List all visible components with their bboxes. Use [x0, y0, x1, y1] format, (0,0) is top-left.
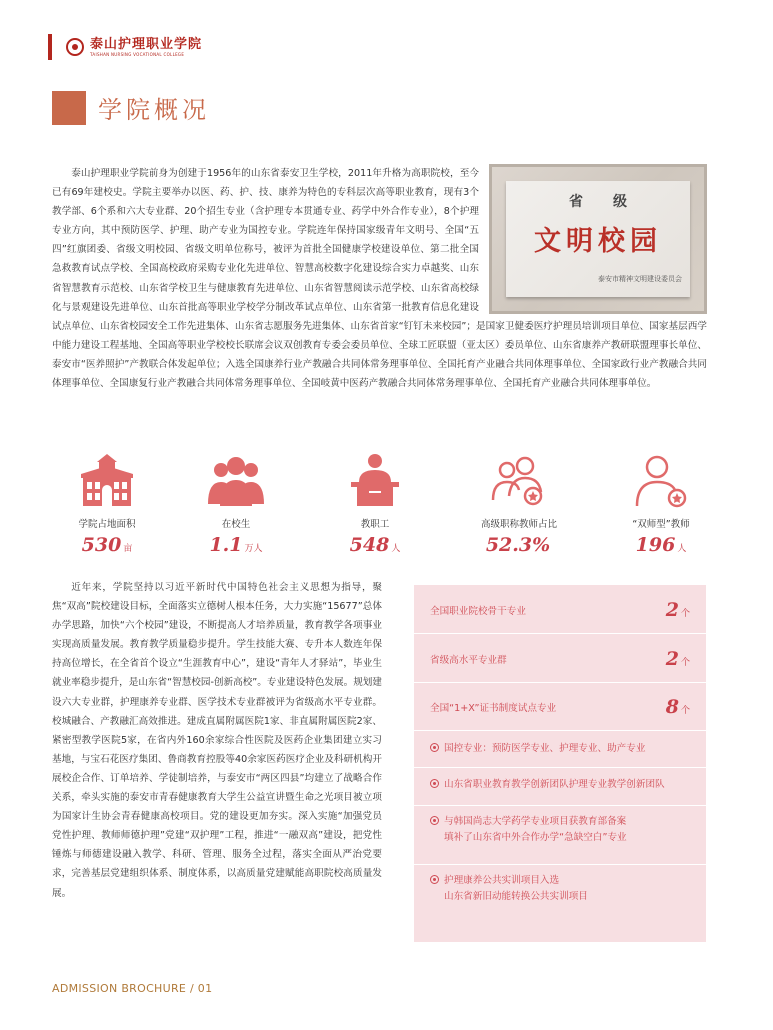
stat-number: 530 [81, 534, 122, 556]
stat-campus-area [52, 452, 162, 556]
stat-staff [320, 452, 430, 556]
stat-label: 教职工 [360, 519, 390, 530]
students-group-icon [206, 452, 266, 508]
panel-row-1x-pilot [430, 696, 690, 718]
intro-section [52, 164, 707, 393]
bullet-icon [430, 875, 439, 884]
panel-row-provincial-groups [430, 648, 690, 670]
stat-students [181, 452, 291, 556]
stat-value [606, 534, 716, 556]
stats-row [52, 452, 712, 556]
highlights-panel [414, 585, 706, 942]
bullet-text: 国控专业：预防医学专业、护理专业、助产专业 [444, 743, 646, 754]
stat-number: 52.3% [485, 534, 551, 556]
section-title-text: 学院概况 [98, 96, 210, 124]
plaque-line-3: 泰安市精神文明建设委员会 [598, 275, 682, 283]
page-footer: ADMISSION BROCHURE / 01 [52, 982, 213, 995]
panel-row-number: 2 [665, 648, 679, 670]
section-title [52, 90, 210, 125]
panel-row-label: 全国“1+X”证书制度试点专业 [430, 703, 557, 714]
panel-bullet-item [430, 741, 696, 757]
bullet-text-line2: 填补了山东省中外合作办学“急缺空白”专业 [444, 832, 627, 843]
school-logo [90, 38, 202, 57]
panel-row-value [666, 696, 690, 718]
page-header [48, 34, 202, 60]
lecturer-podium-icon [345, 452, 405, 508]
stat-number: 196 [635, 534, 676, 556]
school-logo-name: 泰山护理职业学院 [90, 36, 203, 52]
panel-divider [414, 805, 706, 806]
campus-building-icon [77, 452, 137, 508]
school-seal-icon [66, 38, 84, 56]
panel-bullet-item [430, 873, 696, 905]
school-logo-english: TAISHAN NURSING VOCATIONAL COLLEGE [90, 51, 185, 57]
stat-value [320, 534, 430, 556]
dual-teacher-icon [631, 452, 691, 508]
stat-label: 高级职称教师占比 [480, 519, 557, 530]
panel-divider [414, 682, 706, 683]
panel-divider [414, 864, 706, 865]
panel-row-unit: 个 [680, 609, 690, 619]
stat-label: 在校生 [221, 519, 251, 530]
panel-row-backbone-majors [430, 599, 690, 621]
stat-value [52, 534, 162, 556]
stat-unit: 人 [677, 544, 687, 554]
stat-dual-teachers [606, 452, 716, 556]
stat-number: 1.1 [209, 534, 243, 556]
panel-row-value [666, 648, 690, 670]
panel-row-label: 全国职业院校骨干专业 [430, 606, 526, 617]
plaque [506, 181, 690, 297]
header-accent-bar [48, 34, 52, 60]
stat-unit: 亩 [123, 544, 133, 554]
stat-unit: 人 [391, 544, 401, 554]
bullet-icon [430, 779, 439, 788]
panel-bullet-item [430, 777, 696, 793]
stat-value [181, 534, 291, 556]
development-paragraph: 近年来，学院坚持以习近平新时代中国特色社会主义思想为指导，聚焦“双高”院校建设目标，全面落实立德树人根本任务，大力实施“15677”总体办学思路，加快“六个校园”建设，不断提高人才培养质量，教育教学各项事业实现高质量发展。教育教学质量稳步提升。学生技能大赛、专升本人数连年保持高位增长，在全省首个设立“生涯教育中心”，建设“青年人才驿站”，毕业生就业率稳步提升，是山东省“智慧校园-创新高校”。专业建设特色发展。规划建设六大专业群，护理康养专业群、医学技术专业群被评为省级高水平专业群。校城融合、产教融汇高效推进。建成直属附属医院1家、非直属附属医院2家、紧密型教学医院5家，在省内外160余家综合性医院及医药企业集团建立实习基地，与宝石花医疗集团、鲁商教育控股等40余家医药医疗企业及科研机构开展校企合作、订单培养、学徒制培养，与泰安市“两区四县”均建立了战略合作关系，牵头实施的泰安市青春健康教育大学生公益宣讲暨生命之光项目被立项为国家计生协会青春健康高校项目。党的建设更加夯实。深入实施“加强党员党性护理、教师师德护理”党建“双护理”工程，推进“一融双高”建设，把党性锤炼与师德建设融入教学、科研、管理、服务全过程，落实全面从严治党要求，完善基层党建组织体系、制度体系，以高质量党建赋能高职院校高质量发展。 [52, 582, 382, 899]
panel-row-number: 8 [665, 696, 679, 718]
plaque-line-1: 省级 [569, 194, 657, 210]
panel-row-value [666, 599, 690, 621]
intro-paragraph: 泰山护理职业学院前身为创建于1956年的山东省泰安卫生学校，2011年升格为高职院校，至今已有69年建校史。学院主要举办以医、药、护、技、康养为特色的专科层次高等职业教育，现有3个教学部、6个系和六大专业群、20个招生专业（含护理专本贯通专业、药学中外合作专业），8个护理专业方向，其中预防医学、护理、助产专业为国控专业。学院连年保持国家级青年文明号、全国“五四”红旗团委、省级文明校园、省级文明单位称号，被评为首批全国健康学校建设单位、第二批全国急救教育试点学校、全国高校政府采购专业化先进单位、智慧高校数字化建设综合实力卓越奖、山东省智慧教育示范校、山东省学校卫生与健康教育先进单位、山东省智慧阅读示范学校、山东省高校绿化与景观建设先进单位、山东首批高等职业学校学分制改革试点单位、山东省第一批教育信息化建设试点单位、山东省校园安全工作先进集体、山东省志愿服务先进集体、山东省首家“钉钉未来校园”；是国家卫健委医疗护理员培训项目单位、国家基层西学中能力建设工程基地、全国高等职业学校校长联席会议双创教育专委会委员单位、全球工匠联盟（亚太区）委员单位、山东省康养产教研联盟理事长单位、泰安市“医养照护”产教联合体发起单位；入选全国康养行业产教融合共同体常务理事单位、全国托育产业融合共同体理事单位、全国家政行业产教融合共同体理事单位、全国康复行业产教融合共同体常务理事单位、全国岐黄中医药产教融合共同体常务理事单位、全国托育产业融合共同体理事单位。 [52, 168, 707, 390]
panel-bullet-item [430, 814, 696, 846]
bullet-text: 与韩国尚志大学药学专业项目获教育部备案 [444, 816, 627, 827]
stat-number: 548 [349, 534, 390, 556]
bullet-text-line2: 山东省新旧动能转换公共实训项目 [444, 891, 588, 902]
panel-divider [414, 730, 706, 731]
panel-row-number: 2 [665, 599, 679, 621]
stat-senior-ratio [464, 452, 574, 556]
stat-value [464, 534, 574, 556]
bullet-icon [430, 816, 439, 825]
stat-label: “双师型”教师 [632, 519, 690, 530]
panel-divider [414, 767, 706, 768]
bullet-icon [430, 743, 439, 752]
stat-label: 学院占地面积 [78, 519, 136, 530]
plaque-line-2: 文明校园 [534, 226, 662, 257]
panel-row-unit: 个 [680, 706, 690, 716]
civilized-campus-plaque-photo [489, 164, 707, 314]
panel-divider [414, 633, 706, 634]
title-square-icon [52, 91, 86, 125]
senior-teachers-icon [489, 452, 549, 508]
panel-row-unit: 个 [680, 658, 690, 668]
bullet-text: 山东省职业教育教学创新团队护理专业教学创新团队 [444, 779, 665, 790]
stat-unit: 万人 [244, 544, 263, 554]
panel-row-label: 省级高水平专业群 [430, 655, 507, 666]
bullet-text: 护理康养公共实训项目入选 [444, 875, 560, 886]
